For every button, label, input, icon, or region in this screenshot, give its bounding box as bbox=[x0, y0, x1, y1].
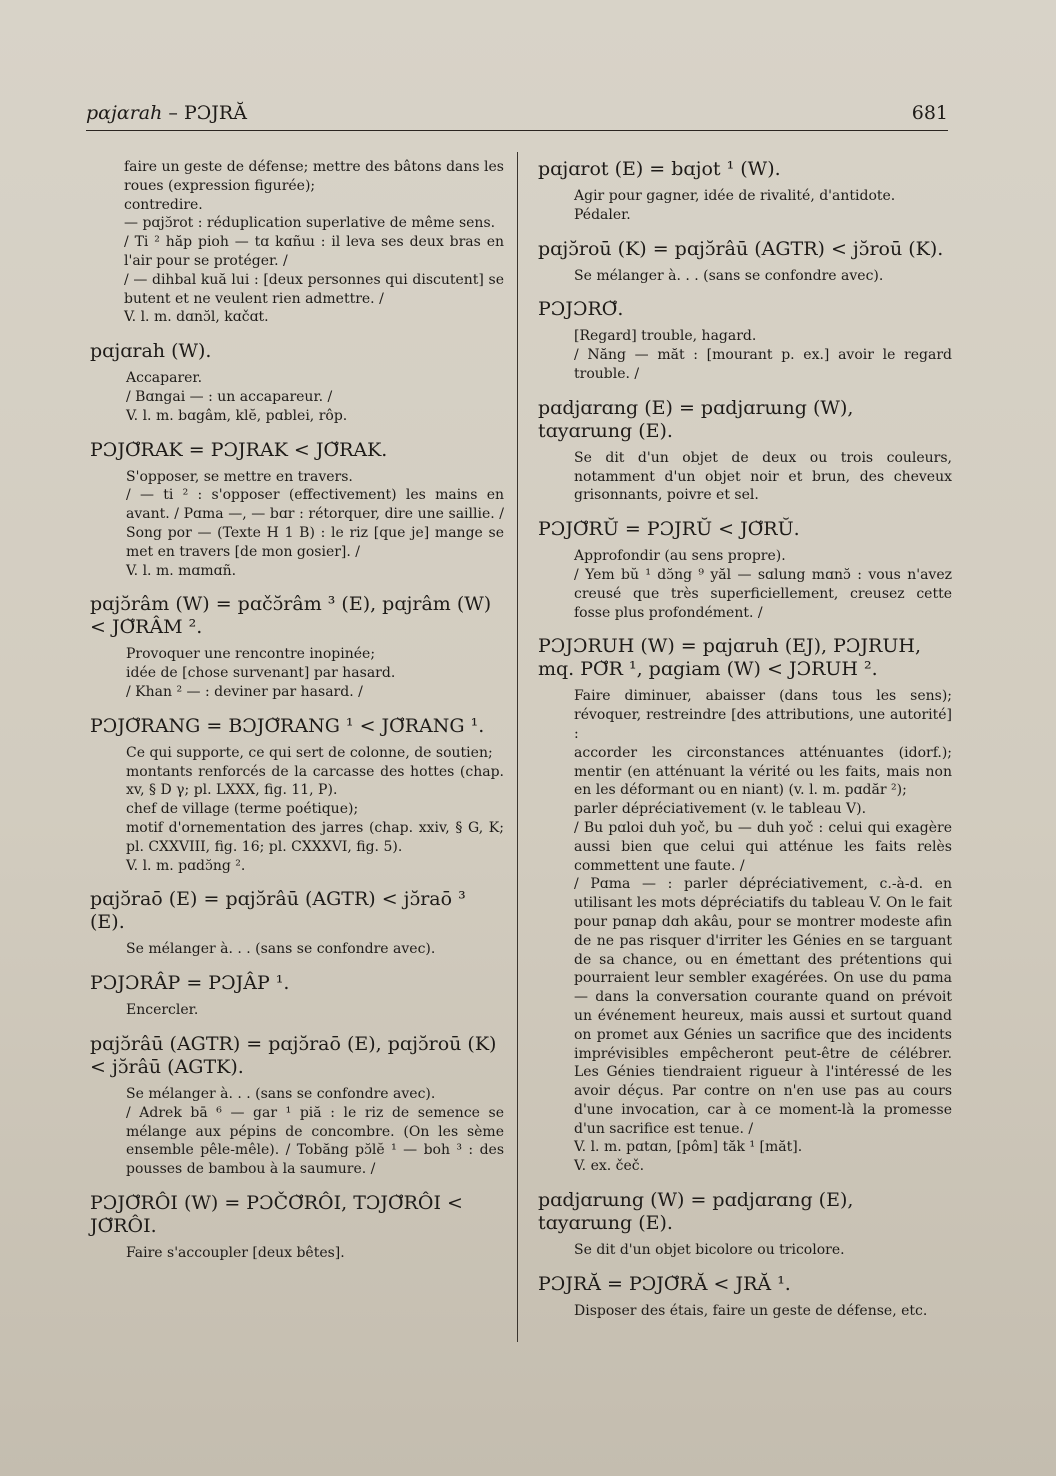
definition-line: Disposer des étais, faire un geste de défense, etc. bbox=[574, 1302, 928, 1319]
example-line: / Khan ² — : deviner par hasard. / bbox=[126, 683, 363, 700]
example-line: / — ti ² : s'opposer (effectivement) les mains en avant. / Pɑma —, — bɑr : rétorquer, dire une saillie. / Song por — (Texte H 1 B) : le riz [que je] mange se met en travers [de mon gosier]. / bbox=[126, 487, 504, 560]
cross-reference: V. l. m. dɑnɔ̆l, kɑčɑt. bbox=[124, 309, 269, 326]
definition-line: chef de village (terme poétique); bbox=[126, 801, 359, 818]
definition-line: accorder les circonstances atténuantes (idorf.); mentir (en atténuant la vérité ou les faits, mais non en les déformant ou en niant) (v. l. m. pɑdăr ²); bbox=[574, 744, 952, 799]
cross-reference: V. ex. čeč. bbox=[574, 1158, 645, 1175]
running-head bbox=[86, 102, 247, 124]
dictionary-entry bbox=[538, 238, 952, 286]
entry-headword: PƆJƆRUH (W) = pɑjɑruh (EJ), PƆJRUH, mq. PƠ̆R ¹, pɑgiam (W) < JƆRUH ². bbox=[538, 635, 921, 681]
definition-line: faire un geste de défense; mettre des bâtons dans les roues (expression figurée); bbox=[124, 159, 504, 194]
running-head-rest: – PƆJRĂ bbox=[162, 102, 247, 124]
definition-line: — pɑjɔ̆rot : réduplication superlative de même sens. bbox=[124, 215, 496, 232]
definition-line: S'opposer, se mettre en travers. bbox=[126, 468, 353, 485]
definition-line: contredire. bbox=[124, 196, 203, 213]
dictionary-entry bbox=[538, 1273, 952, 1321]
definition-line: Provoquer une rencontre inopinée; bbox=[126, 646, 376, 663]
example-line: / Bɑngai — : un accapareur. / bbox=[126, 388, 333, 405]
right-column bbox=[538, 158, 952, 1334]
definition-line: Faire diminuer, abaisser (dans tous les sens); révoquer, restreindre [des attributions, une autorité] : bbox=[574, 688, 952, 742]
example-line: / Bu pɑloi duh yoč, bu — duh yoč : celui qui exagère aussi bien que celui qui atténue les faits relès commettent une faute. / bbox=[574, 819, 952, 874]
definition-line: Ce qui supporte, ce qui sert de colonne, de soutien; bbox=[126, 744, 493, 761]
definition-line: [Regard] trouble, hagard. bbox=[574, 328, 757, 345]
entry-headword: pɑdjɑrɑng (E) = pɑdjɑrɯng (W), tɑyɑrɯng (E). bbox=[538, 396, 854, 442]
entry-headword: PƆJƠ̆RANG = BƆJƠ̆RANG ¹ < JƠ̆RANG ¹. bbox=[90, 714, 485, 737]
example-line: / Yem bŭ ¹ dɔ̆ng ⁹ yăl — sɑlung mɑnɔ̆ : vous n'avez creusé que très superficiellement, creusez cette fosse plus profondément. / bbox=[574, 566, 952, 621]
entry-headword: pɑjɑrot (E) = bɑjot ¹ (W). bbox=[538, 158, 781, 180]
entry-headword: pɑjɔ̆râū (AGTR) = pɑjɔ̆raō (E), pɑjɔ̆roū (K) < jɔ̆râū (AGTK). bbox=[90, 1032, 497, 1078]
definition-line: Agir pour gagner, idée de rivalité, d'antidote. bbox=[574, 188, 896, 204]
dictionary-entry bbox=[90, 715, 504, 876]
example-line: / Adrek bā ⁶ — gar ¹ piă : le riz de semence se mélange aux pépins de concombre. (On les sème ensemble pêle-mêle). / Tobăng pɔ̆lĕ ¹ — boh ³ : des pousses de bambou à la saumure. / bbox=[126, 1104, 504, 1178]
dictionary-entry bbox=[90, 1033, 504, 1179]
dictionary-entry bbox=[538, 298, 952, 383]
running-head-italic: pɑjɑrah bbox=[86, 102, 163, 124]
page-number: 681 bbox=[911, 102, 948, 124]
entry-headword: PƆJƠ̆RÔI (W) = PƆČƠ̆RÔI, TƆJƠ̆RÔI < JƠ̆RÔI. bbox=[90, 1191, 463, 1237]
cross-reference: V. l. m. mɑmɑñ. bbox=[126, 562, 237, 579]
dictionary-entry bbox=[90, 1192, 504, 1263]
left-column bbox=[90, 158, 504, 1276]
example-line: / — dihbal kuă lui : [deux personnes qui discutent] se butent et ne veulent rien admettre. / bbox=[124, 271, 504, 307]
entry-headword: pɑjɔ̆raō (E) = pɑjɔ̆râū (AGTR) < jɔ̆raō ³ (E). bbox=[90, 888, 466, 934]
dictionary-entry bbox=[90, 593, 504, 701]
cross-reference: V. l. m. pɑtɑn, [pôm] tăk ¹ [măt]. bbox=[574, 1139, 803, 1156]
dictionary-entry bbox=[90, 340, 504, 425]
dictionary-entry bbox=[538, 397, 952, 505]
definition-line: Pédaler. bbox=[574, 206, 631, 223]
dictionary-entry bbox=[538, 518, 952, 622]
column-divider bbox=[517, 152, 518, 1342]
entry-headword: PƆJƠ̆RAK = PƆJRAK < JƠ̆RAK. bbox=[90, 438, 388, 461]
dictionary-entry bbox=[90, 972, 504, 1020]
entry-headword: pɑjɑrah (W). bbox=[90, 340, 212, 363]
definition-line: Accaparer. bbox=[126, 370, 203, 387]
definition-line: idée de [chose survenant] par hasard. bbox=[126, 665, 396, 682]
entry-headword: pɑdjɑrɯng (W) = pɑdjɑrɑng (E), tɑyɑrɯng (E). bbox=[538, 1189, 854, 1235]
definition-line: Se mélanger à. . . (sans se confondre avec). bbox=[126, 941, 436, 958]
dictionary-entry bbox=[538, 1189, 952, 1260]
definition-line: parler dépréciativement (v. le tableau V). bbox=[574, 801, 867, 818]
definition-line: montants renforcés de la carcasse des hottes (chap. xv, § D γ; pl. LXXX, fig. 11, P). bbox=[126, 763, 504, 799]
entry-headword: PƆJƠ̆RŬ = PƆJRŬ < JƠ̆RŬ. bbox=[538, 518, 800, 541]
definition-line: Approfondir (au sens propre). bbox=[574, 548, 786, 565]
page-header bbox=[86, 100, 948, 131]
dictionary-entry bbox=[538, 158, 952, 225]
definition-line: Faire s'accoupler [deux bêtes]. bbox=[126, 1244, 345, 1261]
dictionary-entry bbox=[90, 888, 504, 959]
entry-headword: pɑjɔ̆roū (K) = pɑjɔ̆râū (AGTR) < jɔ̆roū (K). bbox=[538, 237, 944, 260]
example-line: / Ti ² hăp pioh — tɑ kɑñɯ : il leva ses deux bras en l'air pour se protéger. / bbox=[124, 234, 504, 269]
cross-reference: V. l. m. pɑdɔ̆ng ². bbox=[126, 857, 246, 874]
entry-headword: PƆJRĂ = PƆJƠ̆RĂ < JRĂ ¹. bbox=[538, 1272, 791, 1295]
dictionary-entry bbox=[90, 439, 504, 581]
dictionary-entry bbox=[538, 635, 952, 1176]
entry-headword: PƆJƆRƠ̆. bbox=[538, 298, 624, 321]
continued-entry bbox=[90, 158, 504, 327]
definition-line: Se mélanger à. . . (sans se confondre avec). bbox=[126, 1085, 436, 1102]
definition-line: Encercler. bbox=[126, 1002, 199, 1019]
entry-headword: PƆJƆRÂP = PƆJÂP ¹. bbox=[90, 972, 290, 995]
definition-line: Se dit d'un objet bicolore ou tricolore. bbox=[574, 1242, 845, 1259]
example-line: / Năng — măt : [mourant p. ex.] avoir le regard trouble. / bbox=[574, 347, 952, 382]
definition-line: Se mélanger à. . . (sans se confondre avec). bbox=[574, 267, 884, 284]
example-line: / Pɑma — : parler dépréciativement, c.-à-d. en utilisant les mots dépréciatifs du tableau V. On le fait pour pɑnap dɑh akâu, pour se montrer modeste afin de ne pas risquer d'irriter les Génies en se targuant de sa chance, ou en émettant des prétentions qui pourraient leur sembler exagérées. On use du pɑma — dans la conversation courante quand on prévoit un événement heureux, mais aussi et surtout quand on promet aux Génies un sacrifice que des incidents imprévisibles empêcheront peut-être de célébrer. Les Génies tiendraient rigueur à l'intéressé de les avoir déçus. Par contre on n'en use pas au cours d'une invocation, car à ce moment-là la promesse d'un sacrifice est tenue. / bbox=[574, 876, 952, 1137]
definition-line: Se dit d'un objet de deux ou trois couleurs, notamment d'un objet noir et brun, des cheveux grisonnants, poivre et sel. bbox=[574, 449, 952, 504]
cross-reference: V. l. m. bɑgâm, klĕ, pɑblei, rôp. bbox=[126, 407, 348, 424]
definition-line: motif d'ornementation des jarres (chap. xxiv, § G, K; pl. CXXVIII, fig. 16; pl. CXXXVI, fig. 5). bbox=[126, 819, 504, 855]
entry-headword: pɑjɔ̆râm (W) = pɑčɔ̆râm ³ (E), pɑjrâm (W) < JƠ̆RÂM ². bbox=[90, 593, 492, 639]
